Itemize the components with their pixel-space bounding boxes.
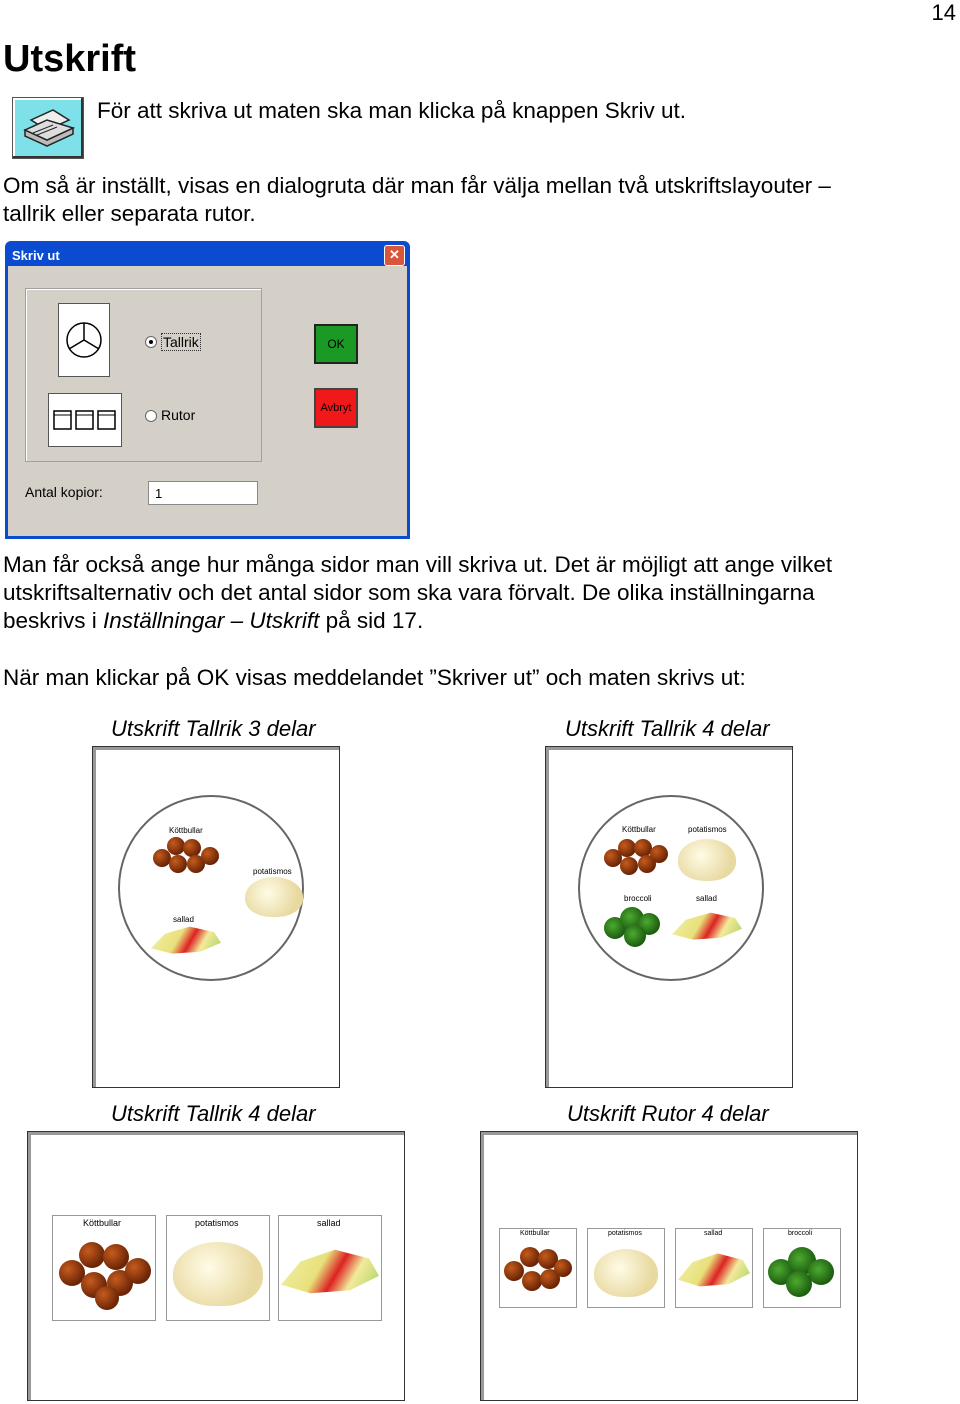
close-icon[interactable]: ✕ [384,245,405,266]
caption-grid-4: Utskrift Rutor 4 delar [567,1101,769,1126]
mash-image [245,877,303,917]
label-broccoli: broccoli [624,894,652,903]
caption-plate-3: Utskrift Tallrik 3 delar [111,716,316,741]
tile-mash [166,1215,270,1321]
mash-image [594,1249,658,1297]
label-salad: sallad [696,894,717,903]
salad-image [678,1249,750,1293]
label-meatballs: Köttbullar [169,826,203,835]
caption-plate-4: Utskrift Tallrik 4 delar [565,716,770,741]
cancel-button[interactable]: Avbryt [314,388,358,428]
plate [578,795,764,981]
dialog-body [8,266,407,536]
meatballs-image [602,837,670,879]
copies-input[interactable]: 1 [148,481,258,505]
meatballs-image [59,1238,151,1312]
meatballs-image [151,835,221,877]
tile-broccoli [763,1228,841,1308]
tile-salad [675,1228,753,1308]
label-mash: potatismos [608,1230,642,1237]
para2-line3 [3,607,423,635]
para2-line2: utskriftsalternativ och det antal sidor som ska vara förvalt. De olika inställningarna [3,580,815,605]
radio-grid-label[interactable]: Rutor [161,407,196,423]
para2-line1: Man får också ange hur många sidor man vill skriva ut. Det är möjligt att ange vilket [3,552,833,577]
dialog-title: Skriv ut [12,248,60,263]
print-button[interactable] [12,97,84,159]
para1-line1: Om så är inställt, visas en dialogruta där man får välja mellan två utskriftslayouter – [3,173,831,198]
page-number: 14 [931,0,956,25]
label-broccoli: broccoli [788,1230,813,1237]
tile-salad [278,1215,382,1321]
page-heading: Utskrift [3,38,137,80]
label-mash: potatismos [688,825,727,834]
para2-text-a: beskrivs i [3,608,104,633]
preview-plate-4 [545,746,793,1088]
para2-text-c: på sid 17. [319,608,424,633]
plate-layout-icon [58,303,110,377]
preview-plate-3 [92,746,340,1088]
printer-icon [13,98,83,158]
para3: När man klickar på OK visas meddelandet ”Skriver ut” och maten skrivs ut: [3,665,746,690]
broccoli-image [768,1245,836,1301]
label-salad: sallad [173,915,194,924]
label-meatballs: Köttbullar [83,1218,122,1228]
label-salad: sallad [317,1218,341,1228]
print-dialog [5,241,410,539]
preview-grid-4 [480,1131,858,1401]
label-salad: sallad [704,1230,723,1237]
radio-plate-label[interactable]: Tallrik [163,334,199,350]
tile-meatballs [52,1215,156,1321]
intro-text: För att skriva ut maten ska man klicka på knappen Skriv ut. [97,98,686,123]
label-meatballs: Köttbullar [520,1230,550,1237]
para1-line2: tallrik eller separata rutor. [3,201,256,226]
tile-meatballs [499,1228,577,1308]
meatballs-image [504,1245,572,1301]
mash-image [173,1242,263,1306]
settings-reference: Inställningar – Utskrift [103,608,320,633]
radio-plate[interactable] [145,336,157,348]
label-mash: potatismos [253,867,292,876]
grid-layout-icon [48,393,122,447]
caption-plate-4-wide: Utskrift Tallrik 4 delar [111,1101,316,1126]
label-mash: potatismos [195,1218,239,1228]
broccoli-image [604,905,670,947]
layout-group [25,288,262,462]
tile-mash [587,1228,665,1308]
ok-button[interactable]: OK [314,324,358,364]
mash-image [678,839,736,881]
salad-image [281,1244,379,1302]
label-meatballs: Köttbullar [622,825,656,834]
copies-label: Antal kopior: [25,484,103,500]
radio-grid[interactable] [145,410,157,422]
preview-plate-4-landscape [27,1131,405,1401]
